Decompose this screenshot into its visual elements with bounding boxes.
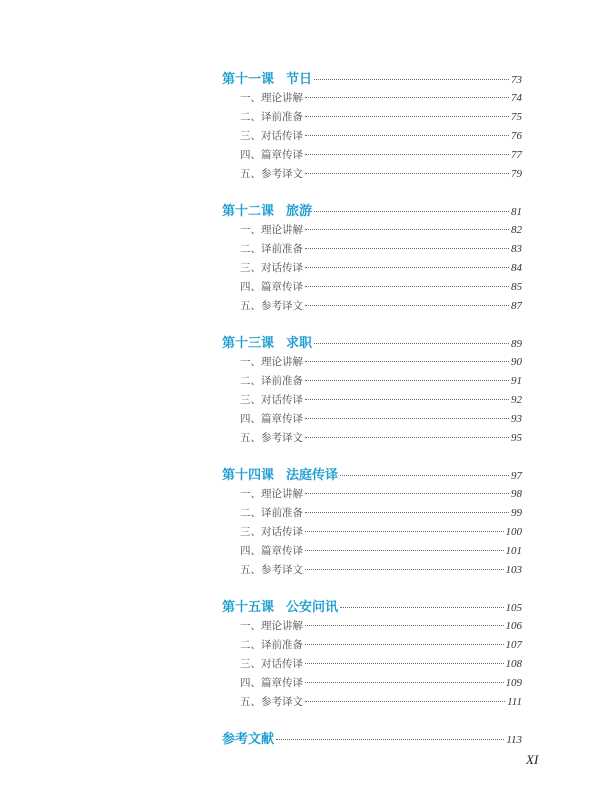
toc-section-entry[interactable] [222,128,522,147]
lesson-title: 公安问讯 [286,600,339,615]
toc-section-label: 一、理论讲解 [240,224,303,236]
toc-lesson [222,464,522,581]
toc-references-entry[interactable] [222,728,522,750]
dot-leader [314,210,509,212]
toc-page-number: 76 [511,130,522,142]
toc-section-entry[interactable] [222,298,522,317]
toc-section-label: 四、篇章传译 [240,281,303,293]
toc-page-number: 75 [511,111,522,123]
toc-page-number: 98 [511,488,522,500]
toc-section-entry[interactable] [222,524,522,543]
toc-section-entry[interactable] [222,411,522,430]
toc-page-number: 74 [511,92,522,104]
toc-section-entry[interactable] [222,109,522,128]
dot-leader [305,115,509,117]
toc-lesson-heading[interactable] [222,332,522,354]
toc-page-number: 97 [511,470,522,482]
lesson-number: 第十一课 [222,72,275,87]
toc-page-number: 109 [505,677,522,689]
lesson-number: 第十五课 [222,600,275,615]
toc-page-number: 92 [511,394,522,406]
toc-section-entry[interactable] [222,656,522,675]
toc-page-number: 84 [511,262,522,274]
dot-leader [305,511,509,513]
toc-lesson [222,332,522,449]
toc-section-entry[interactable] [222,637,522,656]
toc-section-label: 二、译前准备 [240,111,303,123]
toc-section-entry[interactable] [222,279,522,298]
toc-section-label: 五、参考译文 [240,168,303,180]
toc-section-entry[interactable] [222,147,522,166]
toc-lesson-heading[interactable] [222,596,522,618]
lesson-title: 求职 [286,336,313,351]
toc-section-label: 三、对话传译 [240,526,303,538]
toc-section-label: 二、译前准备 [240,375,303,387]
toc-section-label: 四、篇章传译 [240,545,303,557]
dot-leader [305,700,505,702]
toc-section-label: 三、对话传译 [240,262,303,274]
dot-leader [305,266,509,268]
toc-section-label: 四、篇章传译 [240,413,303,425]
toc-section-entry[interactable] [222,486,522,505]
toc-lesson-heading[interactable] [222,464,522,486]
toc-page-number: 105 [505,602,522,614]
dot-leader [305,568,504,570]
toc-page-number: 107 [505,639,522,651]
dot-leader [314,78,509,80]
toc-section-entry[interactable] [222,241,522,260]
toc-section-label: 二、译前准备 [240,243,303,255]
dot-leader [305,153,509,155]
toc-section-label: 五、参考译文 [240,300,303,312]
toc-section-label: 五、参考译文 [240,564,303,576]
toc-section-entry[interactable] [222,373,522,392]
dot-leader [305,530,504,532]
toc-section-label: 二、译前准备 [240,507,303,519]
toc-page-number: 89 [511,338,522,350]
dot-leader [305,662,504,664]
dot-leader [305,172,509,174]
toc-section-entry[interactable] [222,618,522,637]
toc-lesson-heading[interactable] [222,200,522,222]
toc-section-entry[interactable] [222,543,522,562]
toc-lesson-heading[interactable] [222,68,522,90]
toc-section-entry[interactable] [222,430,522,449]
toc-page-number: 79 [511,168,522,180]
toc-page-number: 85 [511,281,522,293]
toc-page-number: 83 [511,243,522,255]
toc-section-entry[interactable] [222,260,522,279]
dot-leader [305,624,504,626]
toc-section-label: 四、篇章传译 [240,677,303,689]
lesson-number: 第十三课 [222,336,275,351]
toc-page-number: 108 [505,658,522,670]
lesson-title: 法庭传译 [286,468,339,483]
toc-page-number: 100 [505,526,522,538]
dot-leader [305,134,509,136]
toc-lesson [222,200,522,317]
toc-page-number: 87 [511,300,522,312]
dot-leader [340,474,509,476]
toc-section-label: 一、理论讲解 [240,92,303,104]
toc-section-entry[interactable] [222,90,522,109]
toc-section-entry[interactable] [222,166,522,185]
toc-page-number: 93 [511,413,522,425]
references-label: 参考文献 [222,732,275,747]
page-number: XI [526,752,539,767]
dot-leader [305,304,509,306]
toc-lesson [222,596,522,713]
toc-section-entry[interactable] [222,505,522,524]
toc-page-number: 106 [505,620,522,632]
toc-section-entry[interactable] [222,354,522,373]
lesson-number: 第十四课 [222,468,275,483]
dot-leader [305,417,509,419]
dot-leader [305,549,504,551]
dot-leader [305,96,509,98]
dot-leader [305,228,509,230]
toc-page-number: 91 [511,375,522,387]
toc-section-entry[interactable] [222,694,522,713]
dot-leader [305,360,509,362]
dot-leader [276,738,504,740]
dot-leader [314,342,509,344]
lesson-title: 节日 [286,72,313,87]
toc-page-number: 103 [505,564,522,576]
dot-leader [305,398,509,400]
toc-section-label: 五、参考译文 [240,696,303,708]
toc-section-label: 一、理论讲解 [240,620,303,632]
dot-leader [305,285,509,287]
dot-leader [305,247,509,249]
toc-section-entry[interactable] [222,562,522,581]
toc-lesson [222,68,522,185]
table-of-contents [222,68,522,750]
toc-section-entry[interactable] [222,392,522,411]
toc-page-number: 82 [511,224,522,236]
toc-page-number: 99 [511,507,522,519]
toc-page-number: 113 [506,734,522,746]
lesson-title: 旅游 [286,204,313,219]
toc-page-number: 77 [511,149,522,161]
toc-section-label: 一、理论讲解 [240,488,303,500]
toc-section-label: 三、对话传译 [240,130,303,142]
toc-page-number: 81 [511,206,522,218]
toc-section-label: 五、参考译文 [240,432,303,444]
toc-page-number: 111 [507,696,522,708]
toc-page-number: 101 [505,545,522,557]
toc-section-label: 三、对话传译 [240,658,303,670]
toc-section-label: 四、篇章传译 [240,149,303,161]
toc-page-number: 73 [511,74,522,86]
dot-leader [340,606,503,608]
lesson-number: 第十二课 [222,204,275,219]
toc-page-number: 90 [511,356,522,368]
dot-leader [305,681,504,683]
dot-leader [305,492,509,494]
toc-section-entry[interactable] [222,675,522,694]
toc-section-label: 三、对话传译 [240,394,303,406]
toc-section-entry[interactable] [222,222,522,241]
dot-leader [305,643,504,645]
toc-page-number: 95 [511,432,522,444]
toc-section-label: 一、理论讲解 [240,356,303,368]
dot-leader [305,436,509,438]
dot-leader [305,379,509,381]
toc-section-label: 二、译前准备 [240,639,303,651]
